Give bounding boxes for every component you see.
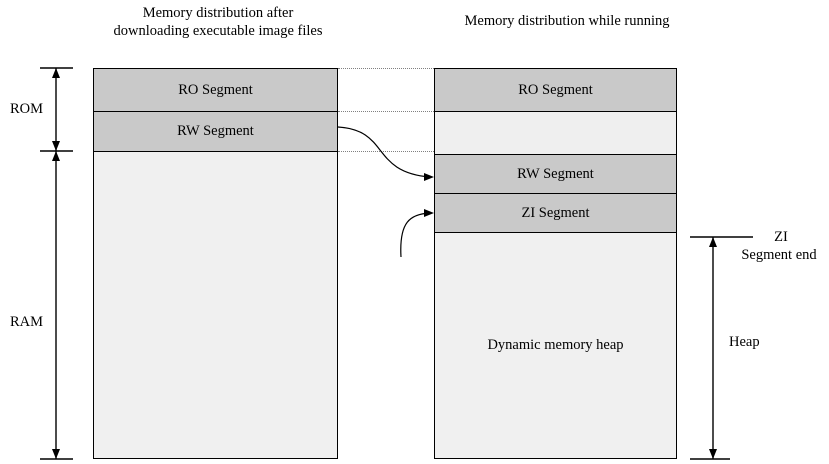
ram-arrow-down: [52, 449, 60, 459]
left-axis-label-ram: RAM: [10, 314, 44, 330]
left-block-ro-segment-label: RO Segment: [178, 81, 253, 98]
right-block-gap: [434, 111, 677, 155]
right-axis-label-heap: Heap: [729, 334, 760, 350]
rom-arrow-down: [52, 141, 60, 151]
left-block-rw-segment-label: RW Segment: [177, 123, 254, 139]
rw-copy-arrow-path: [338, 127, 430, 177]
right-block-ro-segment: [434, 68, 677, 112]
right-block-dynamic-heap: [434, 232, 677, 459]
zi-create-arrow-head: [424, 209, 434, 217]
heap-arrow-down: [709, 449, 717, 459]
right-block-zi-segment: [434, 193, 677, 233]
ram-arrow-up: [52, 151, 60, 161]
right-block-ro-segment-label: RO Segment: [518, 81, 593, 98]
heap-arrow-up: [709, 237, 717, 247]
right-column-title: Memory distribution while running: [464, 13, 670, 29]
right-block-zi-segment-label: ZI Segment: [521, 204, 590, 221]
guide-line-top: [338, 68, 434, 69]
left-block-free-ram: [93, 151, 338, 459]
rw-copy-arrow-head: [424, 173, 434, 181]
guide-line-rw-boundary: [338, 151, 434, 152]
right-block-dynamic-heap-label: Dynamic memory heap: [487, 337, 624, 353]
right-block-rw-segment: [434, 154, 677, 194]
left-column-title: Memory distribution after downloading executable image files: [113, 5, 323, 39]
right-axis-label-zi-end-line1: ZI: [774, 229, 788, 245]
right-axis-label-zi-end-line2: Segment end: [741, 247, 817, 263]
left-block-rw-segment: [93, 111, 338, 152]
left-axis-label-rom: ROM: [10, 101, 44, 117]
right-block-rw-segment-label: RW Segment: [517, 165, 594, 182]
left-block-ro-segment: [93, 68, 338, 112]
rom-arrow-up: [52, 68, 60, 78]
guide-line-ro-boundary: [338, 111, 434, 112]
zi-create-arrow-path: [401, 213, 430, 257]
